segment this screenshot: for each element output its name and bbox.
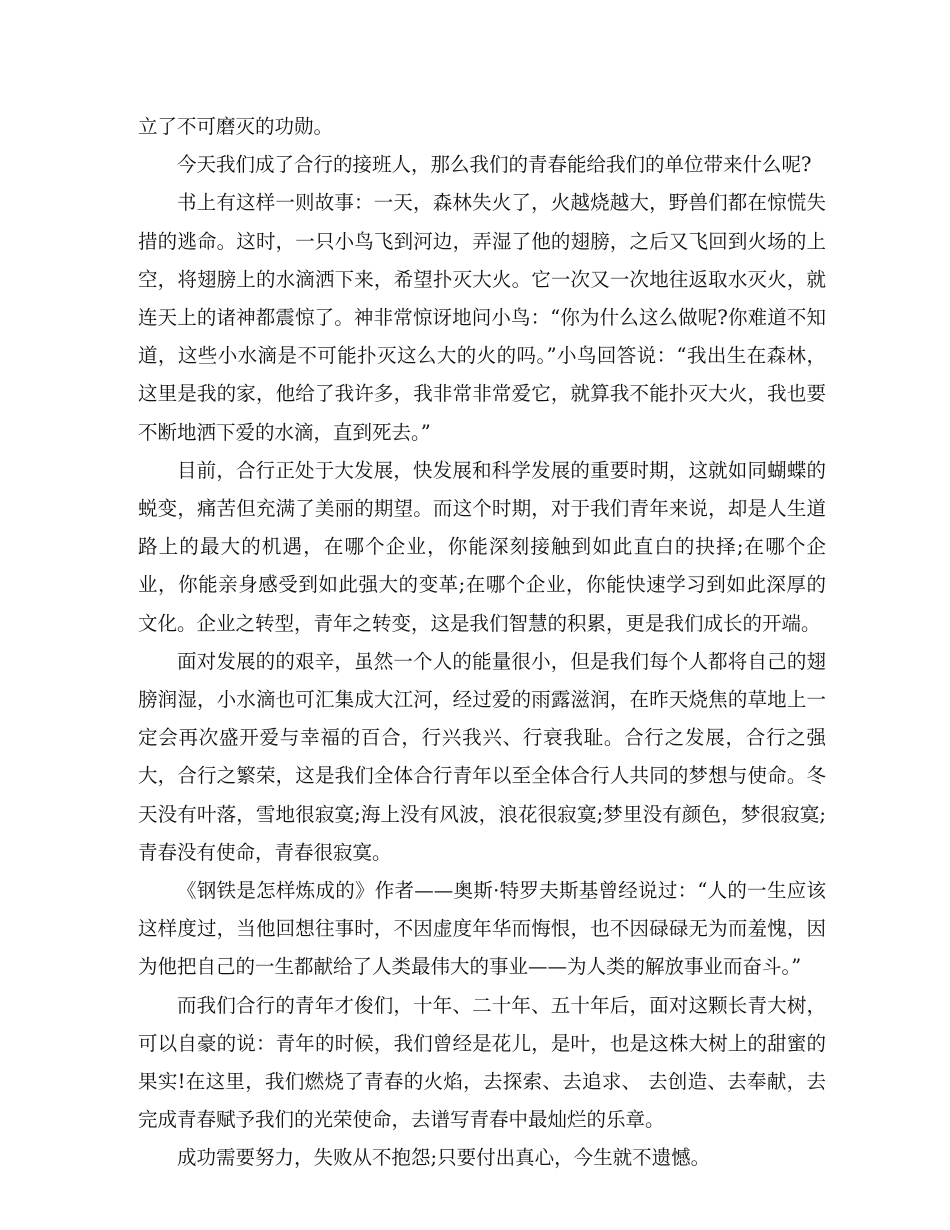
paragraph-continuation: 立了不可磨灭的功勋。 xyxy=(138,115,334,138)
paragraph-quote: 《钢铁是怎样炼成的》作者——奥斯·特罗夫斯基曾经说过：“人的一生应该这样度过，当他回想往事时，不因虚度年华而悔恨，也不因碌碌无为而羞愧，因为他把自己的一生都献给了人类最伟大的事业——为人类的解放事业而奋斗。” xyxy=(138,879,826,979)
paragraph-question: 今天我们成了合行的接班人，那么我们的青春能给我们的单位带来什么呢? xyxy=(177,153,812,177)
paragraph-closing: 成功需要努力，失败从不抱怨;只要付出真心，今生就不遗憾。 xyxy=(177,1146,711,1170)
paragraph-development: 目前，合行正处于大发展，快发展和科学发展的重要时期，这就如同蝴蝶的蜕变，痛苦但充满了美丽的期望。而这个时期，对于我们青年来说，却是人生道路上的最大的机遇，在哪个企业，你能深刻接触到如此直白的抉择;在哪个企业，你能亲身感受到如此强大的变革;在哪个企业，你能快速学习到如此深厚的文化。企业之转型，青年之转变，这是我们智慧的积累，更是我们成长的开端。 xyxy=(138,458,826,635)
paragraph-future: 而我们合行的青年才俊们，十年、二十年、五十年后，面对这颗长青大树，可以自豪的说：青年的时候，我们曾经是花儿，是叶，也是这株大树上的甜蜜的果实!在这里，我们燃烧了青春的火焰，去探索、去追求、 去创造、去奉献，去完成青春赋予我们的光荣使命，去谱写青春中最灿烂的乐章。 xyxy=(138,993,826,1132)
paragraph-bird-story: 书上有这样一则故事：一天，森林失火了，火越烧越大，野兽们都在惊慌失措的逃命。这时，一只小鸟飞到河边，弄湿了他的翅膀，之后又飞回到火场的上空，将翅膀上的水滴洒下来，希望扑灭大火。它一次又一次地往返取水灭火，就连天上的诸神都震惊了。神非常惊讶地问小鸟：“你为什么这么做呢?你难道不知道，这些小水滴是不可能扑灭这么大的火的吗。”小鸟回答说：“我出生在森林，这里是我的家，他给了我许多，我非常非常爱它，就算我不能扑灭大火，我也要不断地洒下爱的水滴，直到死去。” xyxy=(138,191,826,444)
document-body xyxy=(138,108,826,1178)
paragraph-hardship: 面对发展的的艰辛，虽然一个人的能量很小，但是我们每个人都将自己的翅膀润湿，小水滴也可汇集成大江河，经过爱的雨露滋润，在昨天烧焦的草地上一定会再次盛开爱与幸福的百合，行兴我兴、行衰我耻。合行之发展，合行之强大，合行之繁荣，这是我们全体合行青年以至全体合行人共同的梦想与使命。冬天没有叶落，雪地很寂寞;海上没有风波，浪花很寂寞;梦里没有颜色，梦很寂寞;青春没有使命，青春很寂寞。 xyxy=(138,649,826,864)
